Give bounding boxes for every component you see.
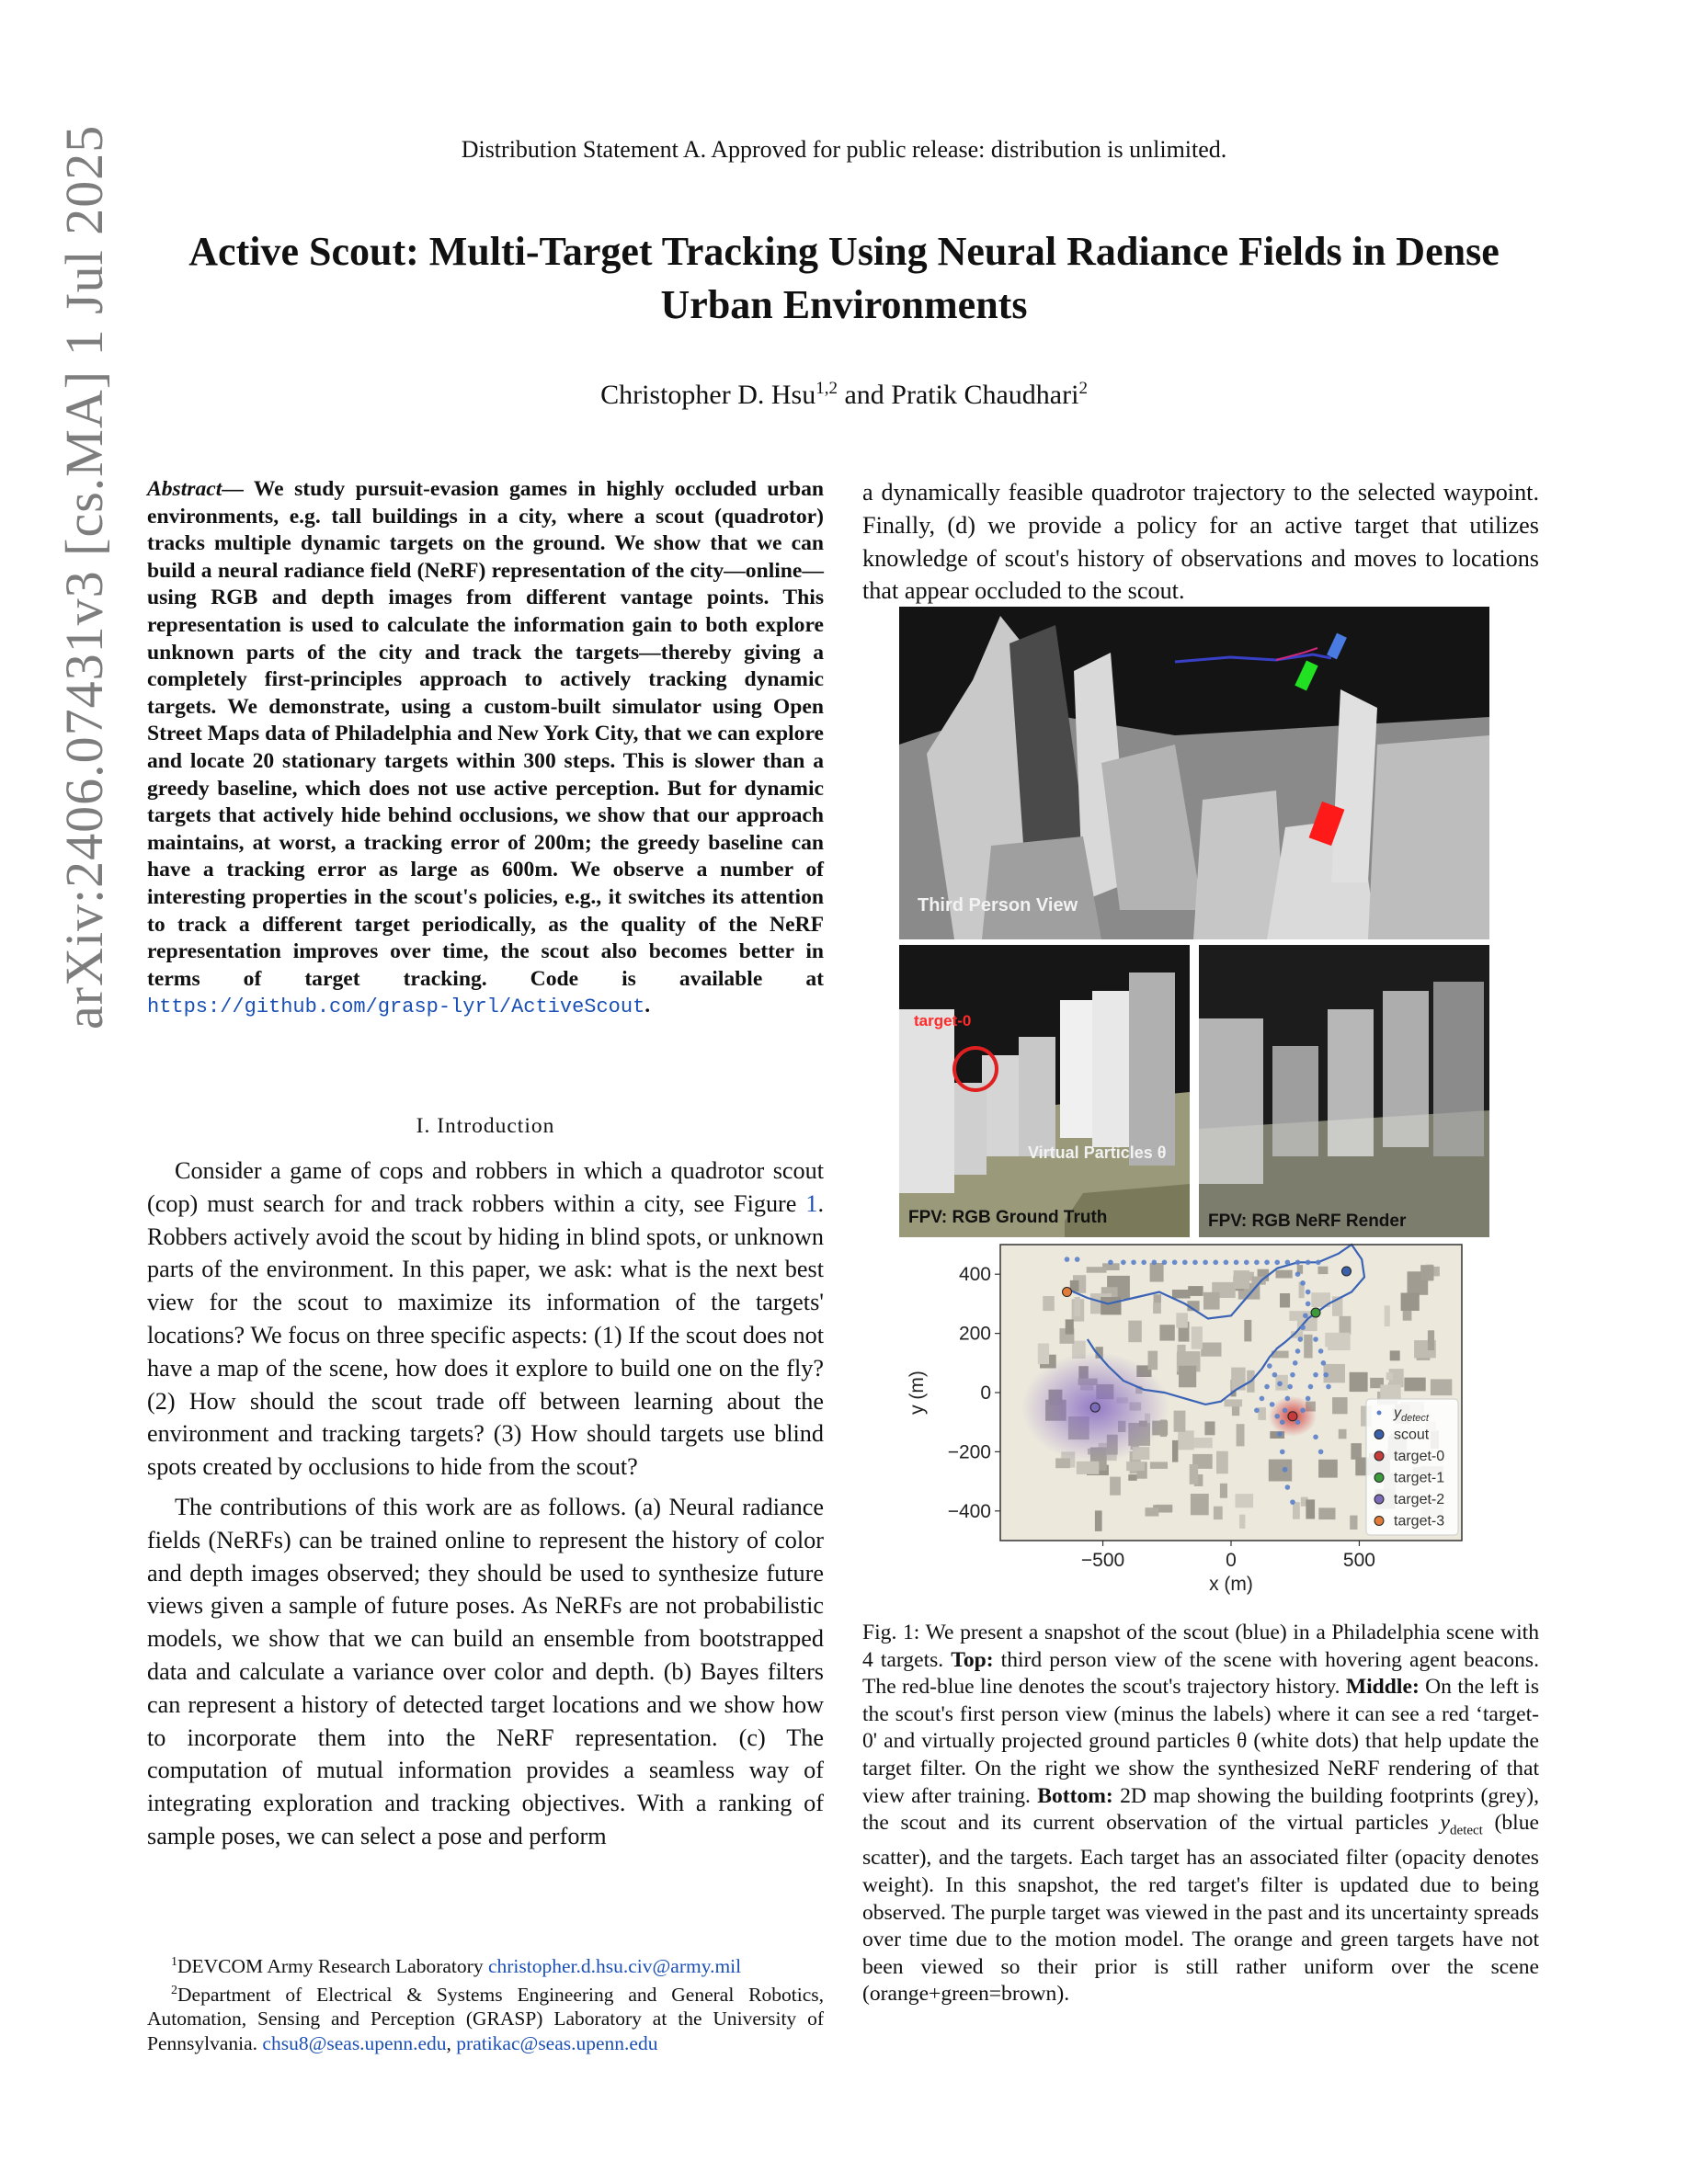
- detect-point: [1192, 1260, 1198, 1266]
- detect-point: [1323, 1372, 1329, 1378]
- author-and: and: [844, 380, 884, 410]
- abstract: [147, 476, 824, 1021]
- detect-point: [1321, 1360, 1327, 1366]
- building-footprint: [1404, 1378, 1425, 1392]
- building-footprint: [1239, 1515, 1245, 1529]
- detect-point: [1300, 1325, 1306, 1330]
- building-footprint: [1043, 1296, 1055, 1311]
- fpv-nerf-render-image: [1199, 945, 1489, 1237]
- detect-point: [1318, 1450, 1324, 1455]
- building-footprint: [1244, 1320, 1251, 1342]
- building-footprint: [1193, 1438, 1213, 1448]
- building-footprint: [1148, 1351, 1158, 1371]
- footnote-1-mark: 1: [171, 1955, 177, 1969]
- building-footprint: [1232, 1405, 1239, 1416]
- detect-point: [1203, 1260, 1208, 1266]
- building-footprint: [1401, 1293, 1420, 1312]
- detect-point: [1313, 1372, 1318, 1378]
- building-footprint: [1380, 1384, 1400, 1400]
- building-footprint: [1191, 1494, 1209, 1515]
- caption-middle: On the left is the scout's first person view (minus the labels) where it can see a red ‘target-0' and virtually projected ground particles θ (white dots) that help update the target filter. On the right we show the synthesized NeRF rendering of that view after training.: [862, 1675, 1540, 1808]
- detect-point: [1182, 1260, 1188, 1266]
- building-footprint: [1159, 1325, 1174, 1340]
- code-link[interactable]: https://github.com/grasp-lyrl/ActiveScout: [147, 995, 645, 1019]
- detect-point: [1316, 1260, 1321, 1266]
- building-footprint: [1433, 1267, 1440, 1277]
- legend-marker: [1374, 1495, 1384, 1504]
- footnote-2: [147, 1979, 824, 2056]
- author-1: Christopher D. Hsu: [600, 380, 816, 410]
- detect-point: [1274, 1260, 1280, 1266]
- detect-point: [1277, 1431, 1283, 1437]
- building-footprint: [1385, 1305, 1390, 1326]
- building-footprint: [1390, 1350, 1400, 1360]
- author-2: Pratik Chaudhari: [891, 380, 1079, 410]
- building-footprint: [1332, 1397, 1348, 1414]
- fpv-rgb-label: FPV: RGB Ground Truth: [908, 1208, 1108, 1227]
- building-footprint: [1126, 1462, 1145, 1471]
- building-footprint: [1325, 1333, 1349, 1348]
- detect-point: [1326, 1384, 1331, 1390]
- building-footprint: [1055, 1458, 1070, 1468]
- caption-fig: Fig. 1: We present a snapshot of the scout (blue) in a Philadelphia scene with 4 targets.: [862, 1621, 1539, 1672]
- building-footprint: [1077, 1462, 1100, 1474]
- y-axis-label: y (m): [907, 1371, 928, 1415]
- building-footprint: [1220, 1484, 1227, 1498]
- detect-point: [1277, 1382, 1283, 1387]
- detect-point: [1290, 1499, 1295, 1505]
- scout-marker: [1342, 1267, 1352, 1276]
- detect-point: [1274, 1414, 1280, 1419]
- detect-point: [1141, 1260, 1146, 1266]
- building-footprint: [1154, 1294, 1161, 1303]
- fpv-nerf-label: FPV: RGB NeRF Render: [1208, 1211, 1407, 1231]
- detect-point: [1300, 1280, 1306, 1286]
- detect-point: [1295, 1419, 1301, 1425]
- footnote-1-email[interactable]: christopher.d.hsu.civ@army.mil: [487, 1955, 742, 1978]
- building-footprint: [1188, 1286, 1203, 1296]
- introduction-body: [147, 1155, 824, 1853]
- y-tick-label: 0: [980, 1382, 991, 1404]
- building-footprint: [1201, 1343, 1221, 1357]
- caption-bottom-1: 2D map showing the building footprints (grey), the scout and its current observation of the virtual particles: [862, 1783, 1539, 1836]
- map-chart: [899, 1241, 1493, 1599]
- caption-bottom-2: (blue scatter), and the targets. Each target has an associated filter (opacity denotes weight). In this snapshot, the red target's filter is updated due to being observed. The purple target was viewed in the past and its uncertainty spreads over time due to the motion model. The orange and green targets have not been viewed so their prior is still rather uniform over the scene (orange+green=brown).: [862, 1811, 1539, 2007]
- building-footprint: [1386, 1372, 1393, 1380]
- arxiv-side-stamp: arXiv:2406.07431v3 [cs.MA] 1 Jul 2025: [54, 124, 114, 1029]
- target-0-label: target-0: [914, 1012, 972, 1029]
- building-footprint: [1306, 1499, 1315, 1519]
- building-footprint: [1128, 1321, 1142, 1343]
- building-footprint: [1179, 1366, 1196, 1388]
- virtual-particles-label: Virtual Particles θ: [1028, 1143, 1167, 1162]
- intro-paragraph-2-continued: a dynamically feasible quadrotor trajectory to the selected waypoint. Finally, (d) we provide a policy for an active target that utilizes knowledge of scout's history of observations and moves to locations that appear occluded to the scout.: [862, 479, 1539, 605]
- detect-point: [1295, 1260, 1301, 1266]
- detect-point: [1283, 1467, 1288, 1473]
- footnote-1-text: DEVCOM Army Research Laboratory: [177, 1955, 488, 1978]
- footnote-1: [147, 1951, 824, 1979]
- detect-point: [1318, 1348, 1324, 1354]
- building-footprint: [1304, 1335, 1312, 1359]
- detect-point: [1313, 1337, 1318, 1342]
- x-tick-label: 500: [1342, 1550, 1375, 1571]
- target-0-marker: [1288, 1412, 1297, 1421]
- building-footprint: [1258, 1407, 1266, 1420]
- intro-paragraph-1: [147, 1155, 824, 1484]
- detect-point: [1287, 1384, 1293, 1390]
- caption-middle-label: Middle:: [1345, 1675, 1420, 1700]
- detect-point: [1234, 1260, 1239, 1266]
- detect-point: [1295, 1348, 1301, 1354]
- building-footprint: [1192, 1326, 1203, 1349]
- building-footprint: [1231, 1368, 1245, 1391]
- intro-p1-text-a: Consider a game of cops and robbers in which a quadrotor scout (cop) must search for and track robbers within a city, see Figure: [147, 1157, 824, 1217]
- legend-label: target-1: [1394, 1470, 1445, 1486]
- building-footprint: [1350, 1516, 1357, 1530]
- detect-point: [1280, 1419, 1285, 1425]
- detect-point: [1213, 1260, 1218, 1266]
- detect-point: [1075, 1257, 1080, 1262]
- building-footprint: [1066, 1319, 1074, 1334]
- target-3-marker: [1063, 1288, 1072, 1297]
- legend-label: $y_{detect}$: [1394, 1405, 1429, 1424]
- detect-point: [1293, 1360, 1298, 1366]
- building-footprint: [1225, 1399, 1243, 1406]
- author-2-affil: 2: [1078, 379, 1088, 398]
- footnote-2-sep: ,: [446, 2031, 457, 2054]
- building-footprint: [1038, 1344, 1049, 1365]
- detect-point: [1244, 1260, 1249, 1266]
- abstract-end: .: [644, 994, 651, 1018]
- caption-ydetect: y: [1440, 1811, 1451, 1836]
- building-footprint: [1128, 1474, 1136, 1481]
- author-1-affil: 1,2: [815, 379, 838, 398]
- detect-point: [1260, 1396, 1265, 1402]
- detect-point: [1224, 1260, 1229, 1266]
- target-1-marker: [1311, 1308, 1320, 1317]
- detect-point: [1254, 1408, 1260, 1414]
- detect-point: [1108, 1260, 1113, 1266]
- detect-point: [1300, 1408, 1306, 1414]
- building-footprint: [1276, 1270, 1293, 1279]
- detect-point: [1313, 1435, 1318, 1440]
- detect-point: [1267, 1363, 1272, 1369]
- abstract-text: — We study pursuit-evasion games in highly occluded urban environments, e.g. tall buildings in a city, where a scout (quadrotor) tracks multiple dynamic targets on the ground. We show that we can build a neural radiance field (NeRF) representation of the city—online—using RGB and depth images from different vantage points. This representation is used to calculate the information gain to both explore unknown parts of the city and track the targets—thereby giving a completely first-principles approach to actively tracking dynamic targets. We demonstrate, using a custom-built simulator using Open Street Maps data of Philadelphia and New York City, that we can explore and locate 20 stationary targets within 300 steps. This is slower than a greedy baseline, which does not use active perception. But for dynamic targets that actively hide behind occlusions, we show that our approach maintains, at worst, a tracking error of 200m; the greedy baseline can have a tracking error as large as 600m. We observe a number of interesting properties in the scout's policies, e.g., it switches its attention to track a different target periodically, as the quality of the NeRF representation improves over time, the scout also becomes better in terms of target tracking. Code is available at: [147, 477, 824, 991]
- building-footprint: [1203, 1292, 1220, 1310]
- building-footprint: [1176, 1313, 1188, 1327]
- building-footprint: [1237, 1424, 1245, 1446]
- detect-point: [1285, 1260, 1291, 1266]
- building-footprint: [1431, 1379, 1452, 1395]
- detect-point: [1306, 1302, 1311, 1307]
- footnotes: [147, 1951, 824, 2055]
- detect-point: [1280, 1450, 1285, 1455]
- y-tick-label: −400: [947, 1500, 991, 1522]
- detect-point: [1306, 1290, 1311, 1295]
- building-footprint: [1172, 1440, 1178, 1462]
- target-2-marker: [1090, 1403, 1100, 1412]
- x-tick-label: −500: [1080, 1550, 1125, 1571]
- building-footprint: [1269, 1460, 1292, 1482]
- legend-marker: [1374, 1517, 1384, 1526]
- detect-point: [1264, 1384, 1270, 1390]
- building-footprint: [1075, 1297, 1080, 1316]
- third-person-view-image: [899, 607, 1489, 939]
- legend-label: scout: [1394, 1427, 1430, 1443]
- building-footprint: [1204, 1421, 1215, 1435]
- detect-point: [1298, 1337, 1304, 1342]
- x-axis: [1081, 1541, 1375, 1571]
- intro-paragraph-2: The contributions of this work are as follows. (a) Neural radiance fields (NeRFs) can be trained online to represent the history of color and depth images observed; they should be used to synthesize future views given a sample of future poses. As NeRFs are not probabilistic models, we show that we can build an ensemble from bootstrapped data and calculate a variance over color and depth. (b) Bayes filters can represent a history of detected target locations and we show how to incorporate them into the NeRF representation. (c) The computation of mutual information provides a seamless way of integrating exploration and tracking objectives. With a ranking of sample poses, we can select a pose and perform: [147, 1493, 824, 1849]
- detect-point: [1285, 1396, 1291, 1402]
- building-footprint: [1146, 1507, 1159, 1517]
- building-footprint: [1101, 1297, 1121, 1314]
- y-tick-label: 200: [958, 1323, 991, 1345]
- legend-marker: [1374, 1451, 1384, 1461]
- building-footprint: [1150, 1462, 1168, 1469]
- legend-marker: [1374, 1430, 1384, 1439]
- building-footprint: [1216, 1451, 1228, 1474]
- caption-bottom-label: Bottom:: [1037, 1783, 1113, 1808]
- intro-p1-text-b: . Robbers actively avoid the scout by hiding in blind spots, or unknown parts of the environment. In this paper, we ask: what is the next best view for the scout to maximize its information of the targets' locations? We focus on three specific aspects: (1) If the scout does not have a map of the scene, how does it explore to build one on the fly? (2) How should the scout trade off between learning about the environment and tracking targets? (3) How should targets use blind spots created by occlusions to hide from the scout?: [147, 1189, 824, 1481]
- footnote-2-email-2[interactable]: pratikac@seas.upenn.edu: [456, 2031, 658, 2054]
- caption-top-label: Top:: [951, 1647, 994, 1672]
- third-person-label: Third Person View: [918, 895, 1078, 916]
- x-axis-label: x (m): [1209, 1574, 1253, 1595]
- building-footprint: [1318, 1267, 1329, 1274]
- building-footprint: [1150, 1263, 1164, 1282]
- building-footprint: [1095, 1510, 1102, 1531]
- building-footprint: [1350, 1372, 1368, 1392]
- detect-point: [1306, 1260, 1311, 1266]
- detect-point: [1272, 1372, 1278, 1378]
- third-person-scene: [899, 607, 1489, 939]
- legend-label: target-2: [1394, 1492, 1445, 1507]
- building-footprint: [1420, 1265, 1433, 1280]
- detect-point: [1270, 1402, 1275, 1407]
- legend-marker: [1377, 1411, 1382, 1416]
- building-footprint: [1340, 1316, 1352, 1335]
- detect-point: [1254, 1260, 1260, 1266]
- footnote-2-email-1[interactable]: chsu8@seas.upenn.edu: [262, 2031, 447, 2054]
- building-footprint: [1293, 1502, 1300, 1519]
- detect-point: [1131, 1260, 1136, 1266]
- building-footprint: [1236, 1494, 1254, 1507]
- section-heading-introduction: I. Introduction: [416, 1114, 555, 1138]
- fpv-nerf-scene: [1199, 945, 1489, 1237]
- building-footprint: [1318, 1507, 1335, 1519]
- caption-top: third person view of the scene with hovering agent beacons. The red-blue line denotes the scout's trajectory history.: [862, 1647, 1539, 1700]
- building-footprint: [1280, 1293, 1290, 1308]
- building-footprint: [1174, 1411, 1186, 1432]
- building-footprint: [1087, 1267, 1107, 1273]
- legend-label-sub: detect: [1401, 1413, 1429, 1424]
- paper-title: Active Scout: Multi-Target Tracking Using Neural Radiance Fields in Dense Urban Environments: [188, 229, 1500, 327]
- caption-ydetect-sub: detect: [1450, 1823, 1483, 1838]
- building-footprint: [1339, 1429, 1347, 1439]
- legend-marker: [1374, 1473, 1384, 1483]
- x-tick-label: 0: [1226, 1550, 1237, 1571]
- detect-point: [1121, 1260, 1126, 1266]
- y-tick-label: 400: [958, 1264, 991, 1286]
- building-footprint: [1289, 1311, 1312, 1321]
- building-footprint: [1428, 1330, 1434, 1350]
- detect-point: [1303, 1313, 1308, 1318]
- detect-point: [1162, 1260, 1168, 1266]
- building-footprint: [1110, 1477, 1121, 1496]
- fpv-rgb-ground-truth-image: [899, 945, 1190, 1237]
- distribution-statement: Distribution Statement A. Approved for public release: distribution is unlimited.: [461, 136, 1227, 163]
- detect-point: [1308, 1384, 1314, 1390]
- detect-point: [1264, 1260, 1270, 1266]
- detect-point: [1283, 1408, 1288, 1414]
- building-footprint: [1234, 1270, 1249, 1289]
- detect-point: [1306, 1396, 1311, 1402]
- detect-point: [1290, 1372, 1295, 1378]
- fpv-rgb-scene: [899, 945, 1190, 1237]
- building-footprint: [1153, 1302, 1161, 1314]
- y-tick-label: −200: [947, 1441, 991, 1463]
- footnote-2-mark: 2: [171, 1983, 177, 1997]
- building-footprint: [1351, 1443, 1362, 1460]
- chart-legend: [1366, 1399, 1458, 1535]
- abstract-label: Abstract: [147, 477, 222, 501]
- y-axis: [948, 1264, 1000, 1522]
- building-footprint: [1214, 1507, 1223, 1519]
- detect-point: [1285, 1484, 1291, 1490]
- figure-1-caption: [862, 1620, 1539, 2008]
- building-footprint: [1190, 1464, 1198, 1484]
- legend-label: target-0: [1394, 1449, 1445, 1464]
- detect-point: [1065, 1257, 1070, 1262]
- detect-point: [1152, 1260, 1158, 1266]
- detect-point: [1295, 1271, 1301, 1277]
- building-footprint: [1318, 1460, 1338, 1478]
- building-footprint: [1178, 1430, 1194, 1450]
- detect-point: [1172, 1260, 1178, 1266]
- figure-1-ref-link[interactable]: 1: [805, 1189, 818, 1217]
- author-line: [0, 379, 1688, 411]
- footnote-2-text: Department of Electrical & Systems Engineering and General Robotics, Automation, Sensing and Perception (GRASP) Laboratory at the University of Pennsylvania.: [147, 1983, 824, 2054]
- legend-label: target-3: [1394, 1513, 1445, 1530]
- building-footprint: [1172, 1290, 1191, 1299]
